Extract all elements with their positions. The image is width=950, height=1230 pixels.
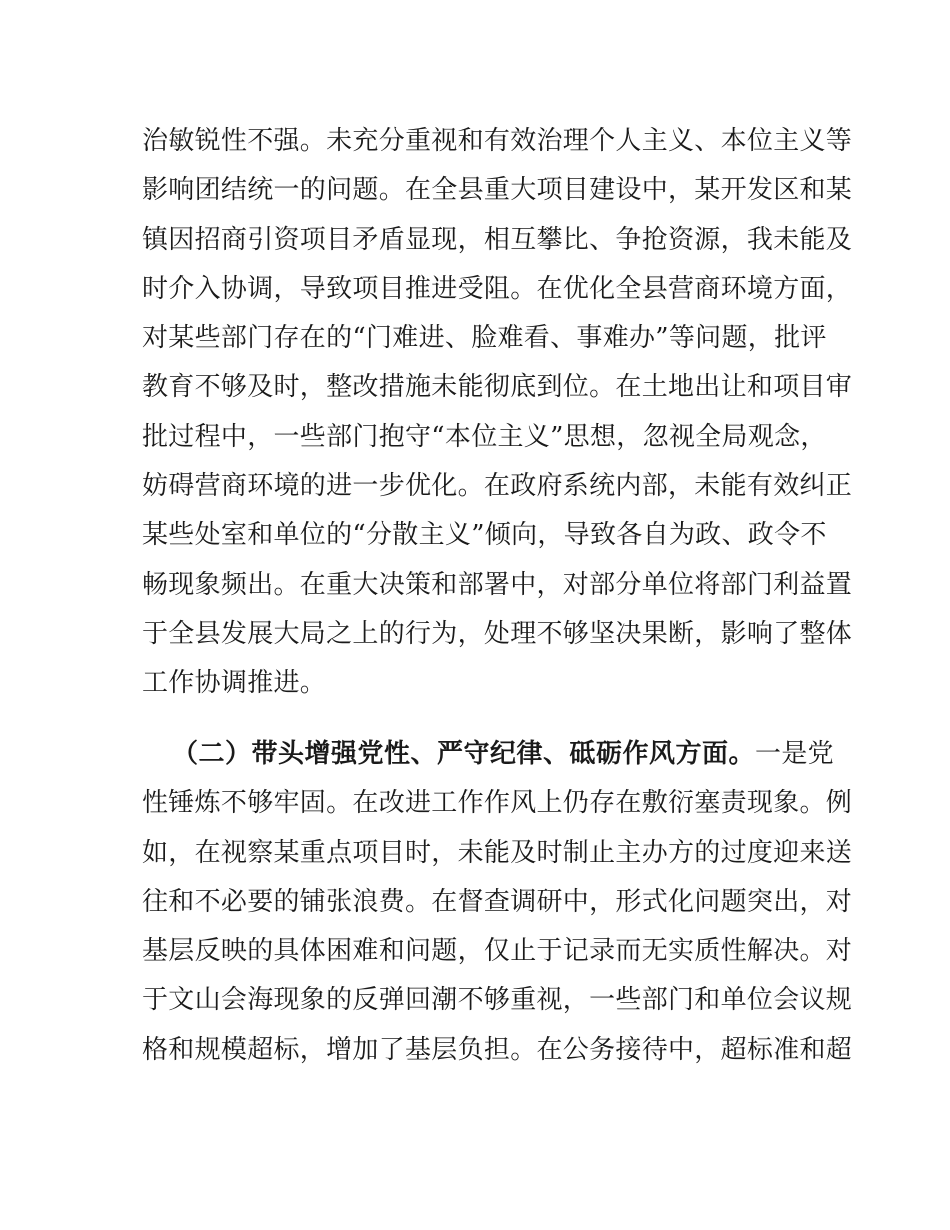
text-line: 教育不够及时，整改措施未能彻底到位。在土地出让和项目审 (142, 372, 853, 403)
text-line: 某些处室和单位的“分散主义”倾向，导致各自为政、政令不 (142, 520, 827, 551)
paragraph-first-line (142, 730, 834, 779)
paragraph-1 (142, 117, 853, 709)
text-line: 工作协调推进。 (142, 668, 327, 699)
text-line: 畅现象频出。在重大决策和部署中，对部分单位将部门利益置 (142, 569, 853, 600)
text-line: 治敏锐性不强。未充分重视和有效治理个人主义、本位主义等 (142, 126, 853, 156)
text-line: 影响团结统一的问题。在全县重大项目建设中，某开发区和某 (142, 175, 853, 206)
heading-continuation: 一是党 (755, 739, 834, 769)
text-line: 于文山会海现象的反弹回潮不够重视，一些部门和单位会议规 (142, 985, 853, 1016)
text-line: 时介入协调，导致项目推进受阻。在优化全县营商环境方面， (142, 273, 853, 304)
text-line: 妨碍营商环境的进一步优化。在政府系统内部，未能有效纠正 (142, 471, 853, 502)
text-line: 往和不必要的铺张浪费。在督查调研中，形式化问题突出，对 (142, 886, 853, 917)
text-line: 于全县发展大局之上的行为，处理不够坚决果断，影响了整体 (142, 618, 853, 649)
text-line: 基层反映的具体困难和问题，仅止于记录而无实质性解决。对 (142, 936, 853, 967)
text-line: 对某些部门存在的“门难进、脸难看、事难办”等问题，批评 (142, 323, 827, 354)
section-heading: （二）带头增强党性、严守纪律、砥砺作风方面。 (172, 739, 756, 769)
text-line: 性锤炼不够牢固。在改进工作作风上仍存在敷衍塞责现象。例 (142, 788, 853, 819)
text-line: 批过程中，一些部门抱守“本位主义”思想，忽视全局观念， (142, 421, 827, 452)
paragraph-2 (142, 730, 853, 1075)
text-line: 格和规模超标，增加了基层负担。在公务接待中，超标准和超 (142, 1034, 853, 1065)
text-line: 如，在视察某重点项目时，未能及时制止主办方的过度迎来送 (142, 837, 853, 868)
text-line: 镇因招商引资项目矛盾显现，相互攀比、争抢资源，我未能及 (142, 224, 853, 255)
